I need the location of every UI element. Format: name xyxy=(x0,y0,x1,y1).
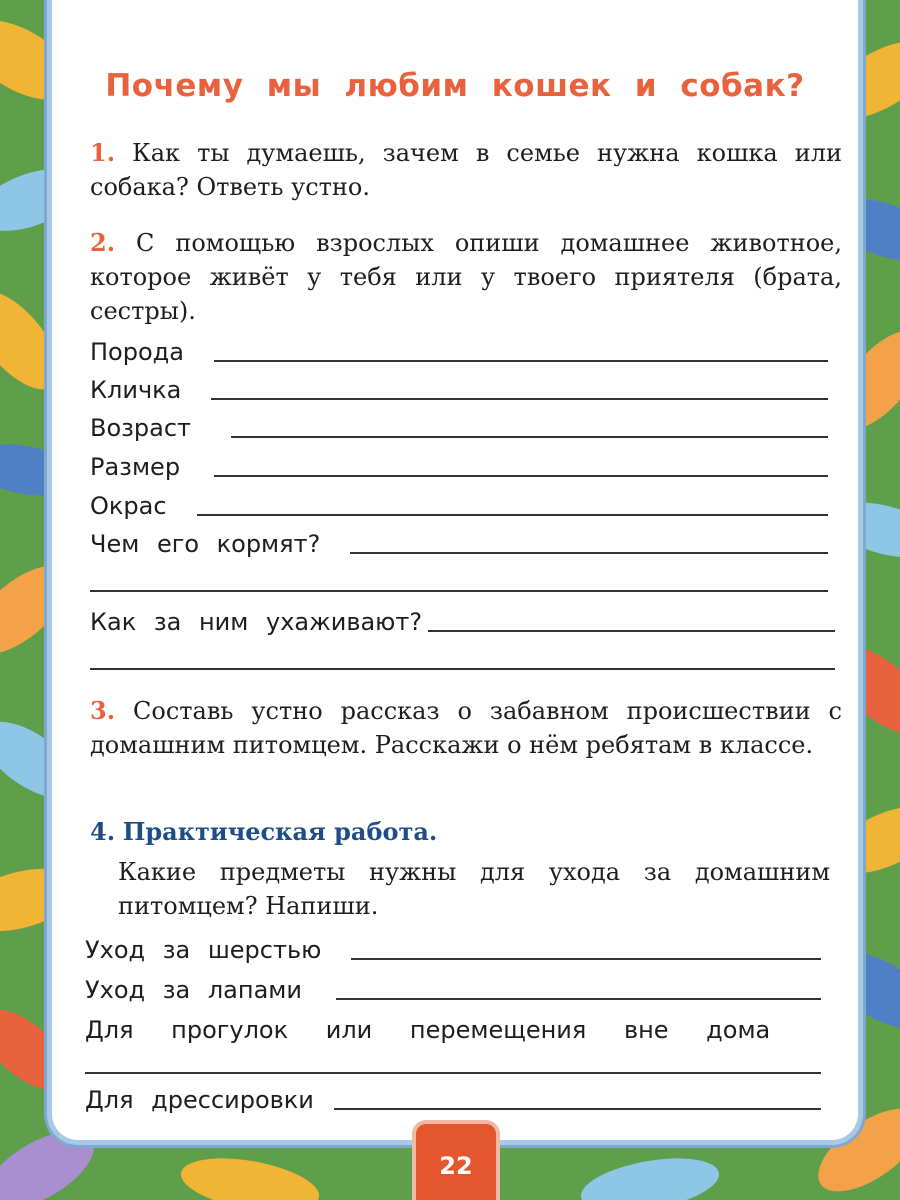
field-walks-label: Для прогулок или перемещения вне дома xyxy=(85,1016,771,1044)
task-1-number: 1. xyxy=(90,138,116,167)
task-1 xyxy=(90,136,842,204)
answer-line-color[interactable] xyxy=(197,514,828,516)
answer-line-walks[interactable] xyxy=(85,1072,821,1074)
task-2-text: С помощью взрослых опиши домашнее животное, которое живёт у тебя или у твоего приятеля (брата, сестры). xyxy=(90,229,842,325)
answer-line-training[interactable] xyxy=(334,1108,821,1110)
field-paw-care-label: Уход за лапами xyxy=(85,976,302,1004)
field-care xyxy=(90,598,835,638)
task-4-number: 4. xyxy=(90,817,116,846)
task-3-text: Составь устно рассказ о забавном происшествии с домашним питомцем. Расскажи о нём ребятам в классе. xyxy=(90,697,842,759)
answer-line-name[interactable] xyxy=(211,398,828,400)
field-age xyxy=(90,404,828,444)
page-title: Почему мы любим кошек и собак? xyxy=(105,68,805,104)
field-walks xyxy=(85,1006,835,1046)
field-breed xyxy=(90,328,828,368)
task-4 xyxy=(118,855,830,923)
field-food xyxy=(90,520,828,560)
field-size xyxy=(90,443,828,483)
field-fur-care xyxy=(85,926,821,966)
task-1-text: Как ты думаешь, зачем в семье нужна кошка или собака? Ответь устно. xyxy=(90,139,842,201)
answer-line-size[interactable] xyxy=(214,475,828,477)
task-4-heading xyxy=(90,815,842,849)
answer-line-food[interactable] xyxy=(350,552,828,554)
answer-line-food-extra[interactable] xyxy=(90,590,828,592)
field-care-label: Как за ним ухаживают? xyxy=(90,608,423,636)
task-3 xyxy=(90,694,842,762)
answer-line-fur-care[interactable] xyxy=(351,958,821,960)
field-age-label: Возраст xyxy=(90,414,192,442)
task-3-number: 3. xyxy=(90,696,116,725)
task-4-title: Практическая работа. xyxy=(122,817,438,846)
field-training xyxy=(85,1076,821,1116)
answer-line-breed[interactable] xyxy=(214,360,828,362)
page-number: 22 xyxy=(439,1152,473,1180)
task-2-number: 2. xyxy=(90,228,116,257)
field-fur-care-label: Уход за шерстью xyxy=(85,936,322,964)
field-color-label: Окрас xyxy=(90,492,167,520)
field-color xyxy=(90,482,828,522)
field-training-label: Для дрессировки xyxy=(85,1086,314,1114)
field-paw-care xyxy=(85,966,821,1006)
task-2 xyxy=(90,226,842,328)
field-size-label: Размер xyxy=(90,453,181,481)
answer-line-age[interactable] xyxy=(231,436,828,438)
answer-line-paw-care[interactable] xyxy=(336,998,821,1000)
field-name-label: Кличка xyxy=(90,376,182,404)
field-name xyxy=(90,366,828,406)
answer-line-care[interactable] xyxy=(428,630,835,632)
field-breed-label: Порода xyxy=(90,338,184,366)
task-4-text: Какие предметы нужны для ухода за домашним питомцем? Напиши. xyxy=(118,858,830,920)
field-food-label: Чем его кормят? xyxy=(90,530,321,558)
answer-line-care-extra[interactable] xyxy=(90,668,835,670)
